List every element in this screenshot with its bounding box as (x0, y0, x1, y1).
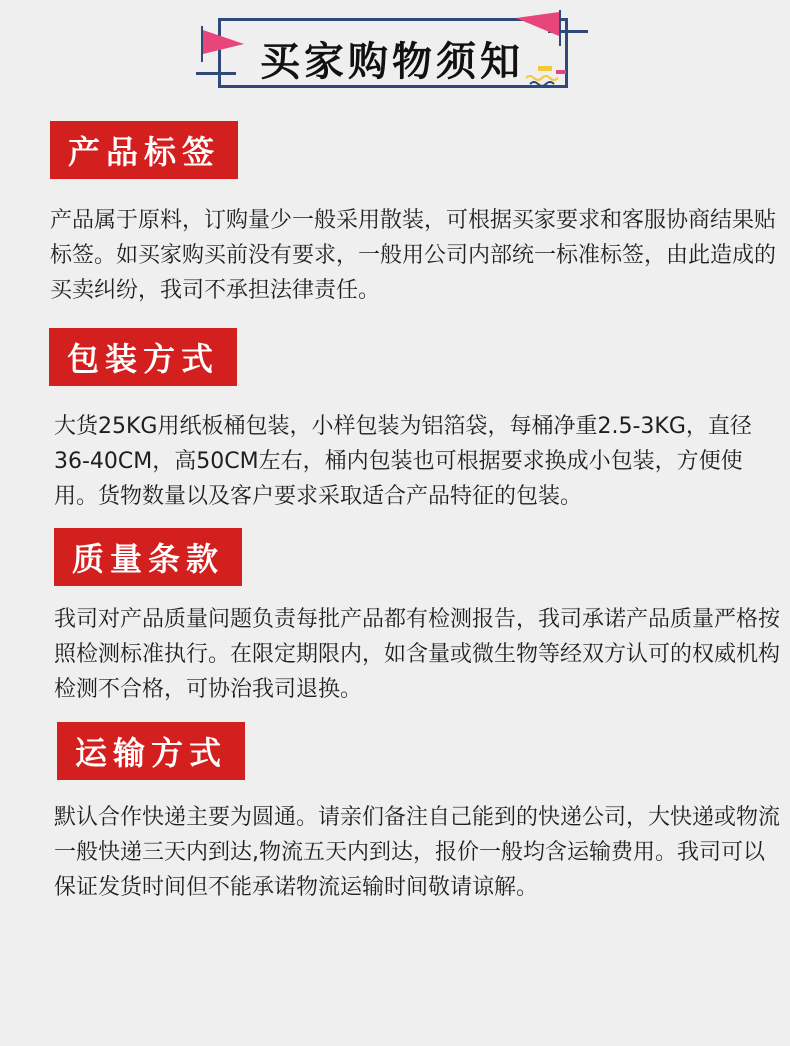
section-label-product-label: 产品标签 (50, 121, 238, 179)
page-title: 买家购物须知 (260, 38, 524, 85)
title-banner (196, 14, 588, 94)
section-text-shipping: 默认合作快递主要为圆通。请亲们备注自己能到的快递公司，大快递或物流一般快递三天内到达,物流五天内到达，报价一般均含运输费用。我司可以保证发货时间但不能承诺物流运输时间敬请谅解。 (54, 805, 781, 900)
section-text-quality: 我司对产品质量问题负责每批产品都有检测报告，我司承诺产品质量严格按照检测标准执行。在限定期限内，如含量或微生物等经双方认可的权威机构检测不合格，可协治我司退换。 (54, 607, 781, 702)
section-text-packaging: 大货25KG用纸板桶包装，小样包装为铝箔袋，每桶净重2.5-3KG，直径36-40CM，高50CM左右，桶内包装也可根据要求换成小包装，方便使用。货物数量以及客户要求采取适合产品特征的包装。 (54, 414, 752, 509)
section-text-product-label: 产品属于原料，订购量少一般采用散装，可根据买家要求和客服协商结果贴标签。如买家购买前没有要求，一般用公司内部统一标准标签，由此造成的买卖纠纷，我司不承担法律责任。 (50, 208, 777, 303)
section-label-quality: 质量条款 (54, 528, 242, 586)
section-label-shipping: 运输方式 (57, 722, 245, 780)
section-label-packaging: 包装方式 (49, 328, 237, 386)
